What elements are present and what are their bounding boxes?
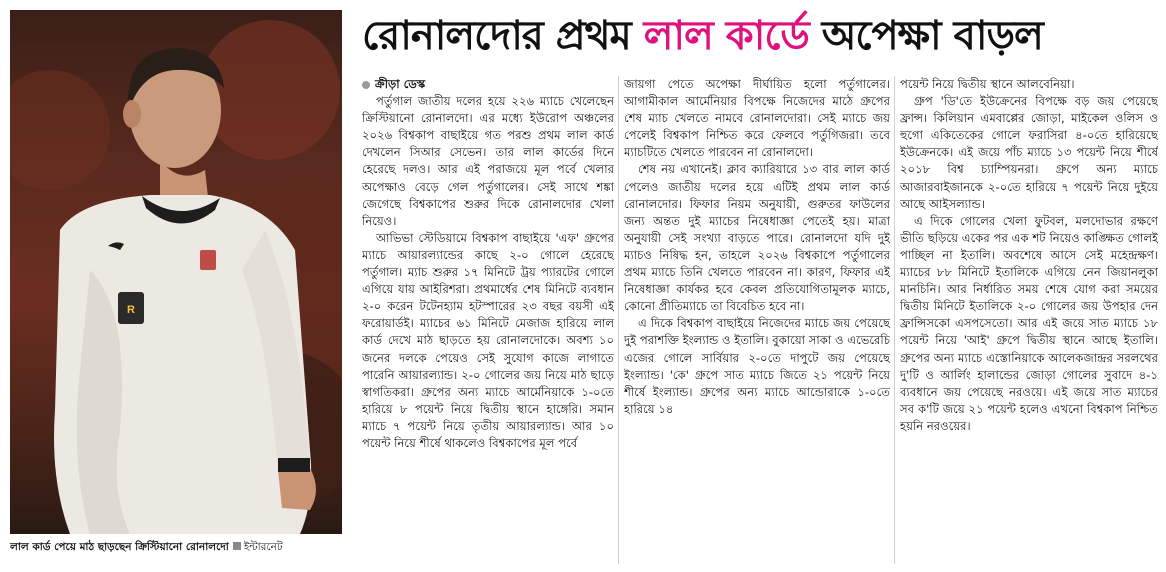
paragraph: গ্রুপ 'ডি'তে ইউক্রেনের বিপক্ষে বড় জয় পেয়েছে ফ্রান্স। কিলিয়ান এমবাপ্পের জোড়া, মাইকেল ওলিস ও হুগো একিতেকের গোলে ফরাসিরা ৪-০তে হারিয়েছে ইউক্রেনকে। এই জয়ে পাঁচ ম্যাচে ১৩ পয়েন্ট নিয়ে শীর্ষে ২০১৮ বিশ্ব চ্যাম্পিয়নরা। গ্রুপে অন্য ম্যাচে আজারবাইজানকে ২-০তে হারিয়ে ৭ পয়েন্ট নিয়ে দুইয়ে আছে আইসল্যান্ড।: [900, 94, 1158, 211]
photo-caption: [10, 540, 342, 554]
headline-accent: লাল কার্ডে: [643, 12, 809, 59]
news-photo: [10, 10, 342, 534]
square-bullet-icon: [233, 542, 241, 550]
headline: [362, 6, 1158, 66]
svg-text:R: R: [127, 304, 135, 316]
column-divider: [894, 76, 895, 564]
article-column-3: [900, 76, 1158, 566]
article-column-2: [624, 76, 890, 566]
byline-bullet-icon: [362, 81, 370, 89]
paragraph: আভিভা স্টেডিয়ামে বিশ্বকাপ বাছাইয়ে 'এফ' গ্রুপের ম্যাচে আয়ারল্যান্ডের কাছে ২-০ গোলে হেরেছে পর্তুগাল। ম্যাচ শুরুর ১৭ মিনিটে ট্রয় প্যারটের গোলে এগিয়ে যায় আইরিশরা। প্রথমার্ধের শেষ মিনিটে ব্যবধান ২-০ করেন টটেনহ্যাম হটস্পারের ২৩ বছর বয়সী এই ফরোয়ার্ডই। ম্যাচের ৬১ মিনিটে মেজাজ হারিয়ে লাল কার্ড দেখে মাঠ ছাড়তে হয় রোনালদোকে। অবশ্য ১০ জনের দলকে পেয়েও সেই সুযোগ কাজে লাগাতে পারেনি আয়ারল্যান্ড। ২-০ গোলের জয় নিয়ে মাঠ ছাড়ে স্বাগতিকরা। গ্রুপের অন্য ম্যাচে আর্মেনিয়াকে ১-০তে হারিয়ে ৮ পয়েন্ট নিয়ে দ্বিতীয় স্থানে হাঙ্গেরি। সমান ম্যাচে ৭ পয়েন্ট নিয়ে তৃতীয় আয়ারল্যান্ড। আর ১০ পয়েন্ট নিয়ে শীর্ষে থাকলেও বিশ্বকাপের মূল পর্বে: [362, 230, 614, 450]
column-divider: [618, 76, 619, 564]
caption-text: লাল কার্ড পেয়ে মাঠ ছাড়ছেন ক্রিস্টিয়ানো রোনালদো: [10, 541, 229, 553]
headline-part2: অপেক্ষা বাড়ল: [808, 12, 1043, 59]
player-figure-icon: [10, 10, 342, 534]
paragraph: এ দিকে বিশ্বকাপ বাছাইয়ে নিজেদের ম্যাচে জয় পেয়েছে দুই পরাশক্তি ইংল্যান্ড ও ইতালি। বুকায়ো সাকা ও এভেরেচি এজের গোলে সার্বিয়ার ২-০তে দাপুটে জয় পেয়েছে ইংল্যান্ড। 'কে' গ্রুপে সাত ম্যাচে জিতে ২১ পয়েন্ট নিয়ে শীর্ষে ইংল্যান্ড। গ্রুপের অন্য ম্যাচে আন্ডোরাকে ১-০তে হারিয়ে ১৪: [624, 316, 890, 416]
paragraph: পর্তুগাল জাতীয় দলের হয়ে ২২৬ ম্যাচে খেলেছেন ক্রিস্টিয়ানো রোনালদো। এর মধ্যে ইউরোপ অঞ্চলের ২০২৬ বিশ্বকাপ বাছাইয়ে গত পরশু প্রথম লাল কার্ড দেখলেন সিআর সেভেন। তার লাল কার্ডের দিনে হেরেছে দলও। আর এই পরাজয়ে মূল পর্বে খেলার অপেক্ষাও বেড়ে গেল পর্তুগালের। সেই সাথে শঙ্কা জেগেছে বিশ্বকাপের শুরুর দিকে রোনালদোর খেলা নিয়েও।: [362, 94, 614, 228]
paragraph: শেষ নয় এখানেই। ক্লাব ক্যারিয়ারে ১৩ বার লাল কার্ড পেলেও জাতীয় দলের হয়ে এটিই প্রথম লাল কার্ড রোনালদোর। ফিফার নিয়ম অনুযায়ী, গুরুতর ফাউলের জন্য অন্তত দুই ম্যাচের নিষেধাজ্ঞা পেতেই হয়। মাত্রা অনুযায়ী সেই সংখ্যা বাড়তে পারে। রোনালদো যদি দুই ম্যাচও নিষিদ্ধ হন, তাহলে ২০২৬ বিশ্বকাপে পর্তুগালের প্রথম ম্যাচে তিনি খেলতে পারবেন না। কারণ, ফিফার এই নিষেধাজ্ঞা কার্যকর হবে কেবল প্রতিযোগিতামূলক ম্যাচে, কোনো প্রীতিম্যাচে তা বিবেচিত হবে না।: [624, 162, 890, 314]
headline-part1: রোনালদোর প্রথম: [362, 12, 644, 59]
caption-credit: ইন্টারনেট: [243, 541, 283, 553]
byline: [362, 76, 614, 93]
paragraph: এ দিকে গোলের খেলা ফুটবল, মলদোভার রক্ষণে ভীতি ছড়িয়ে একের পর এক শট নিয়েও কাঙ্ক্ষিত গোলই পাচ্ছিল না ইতালি। অবশেষে আসে সেই মহেন্দ্রক্ষণ। ম্যাচের ৮৮ মিনিটে ইতালিকে এগিয়ে নেন জিয়ানলুকা মানচিনি। আর নির্ধারিত সময় শেষে যোগ করা সময়ের দ্বিতীয় মিনিটে ইতালিকে ২-০ গোলের জয় উপহার দেন ফ্রান্সিসকো এসপসেতো। আর এই জয়ে সাত ম্যাচে ১৮ পয়েন্ট নিয়ে 'আই' গ্রুপে দ্বিতীয় স্থানে আছে ইতালি। গ্রুপের অন্য ম্যাচে এস্তোনিয়াকে আলেকজান্দ্রর সরলথের দু'টি ও আর্লিং হালান্ডের জোড়া গোলের সুবাদে ৪-১ ব্যবধানে জয় পেয়েছে নরওয়ে। এই জয়ে সাত ম্যাচের সব ক'টি জয়ে ২১ পয়েন্ট হলেও এখনো বিশ্বকাপ নিশ্চিত হয়নি নরওয়ের।: [900, 213, 1158, 433]
paragraph: পয়েন্ট নিয়ে দ্বিতীয় স্থানে আলবেনিয়া।: [900, 77, 1075, 91]
paragraph: জায়গা পেতে অপেক্ষা দীর্ঘায়িত হলো পর্তুগালের। আগামীকাল আর্মেনিয়ার বিপক্ষে নিজেদের মাঠে গ্রুপের শেষ ম্যাচ খেলতে নামবে রোনালদোরা। সেই ম্যাচে জয় পেলেই বিশ্বকাপ নিশ্চিত করে ফেলবে পর্তুগিজরা। তবে ম্যাচটিতে খেলতে পারবেন না রোনালদো।: [624, 77, 890, 160]
byline-text: ক্রীড়া ডেস্ক: [375, 77, 426, 91]
article-column-1: [362, 76, 614, 566]
